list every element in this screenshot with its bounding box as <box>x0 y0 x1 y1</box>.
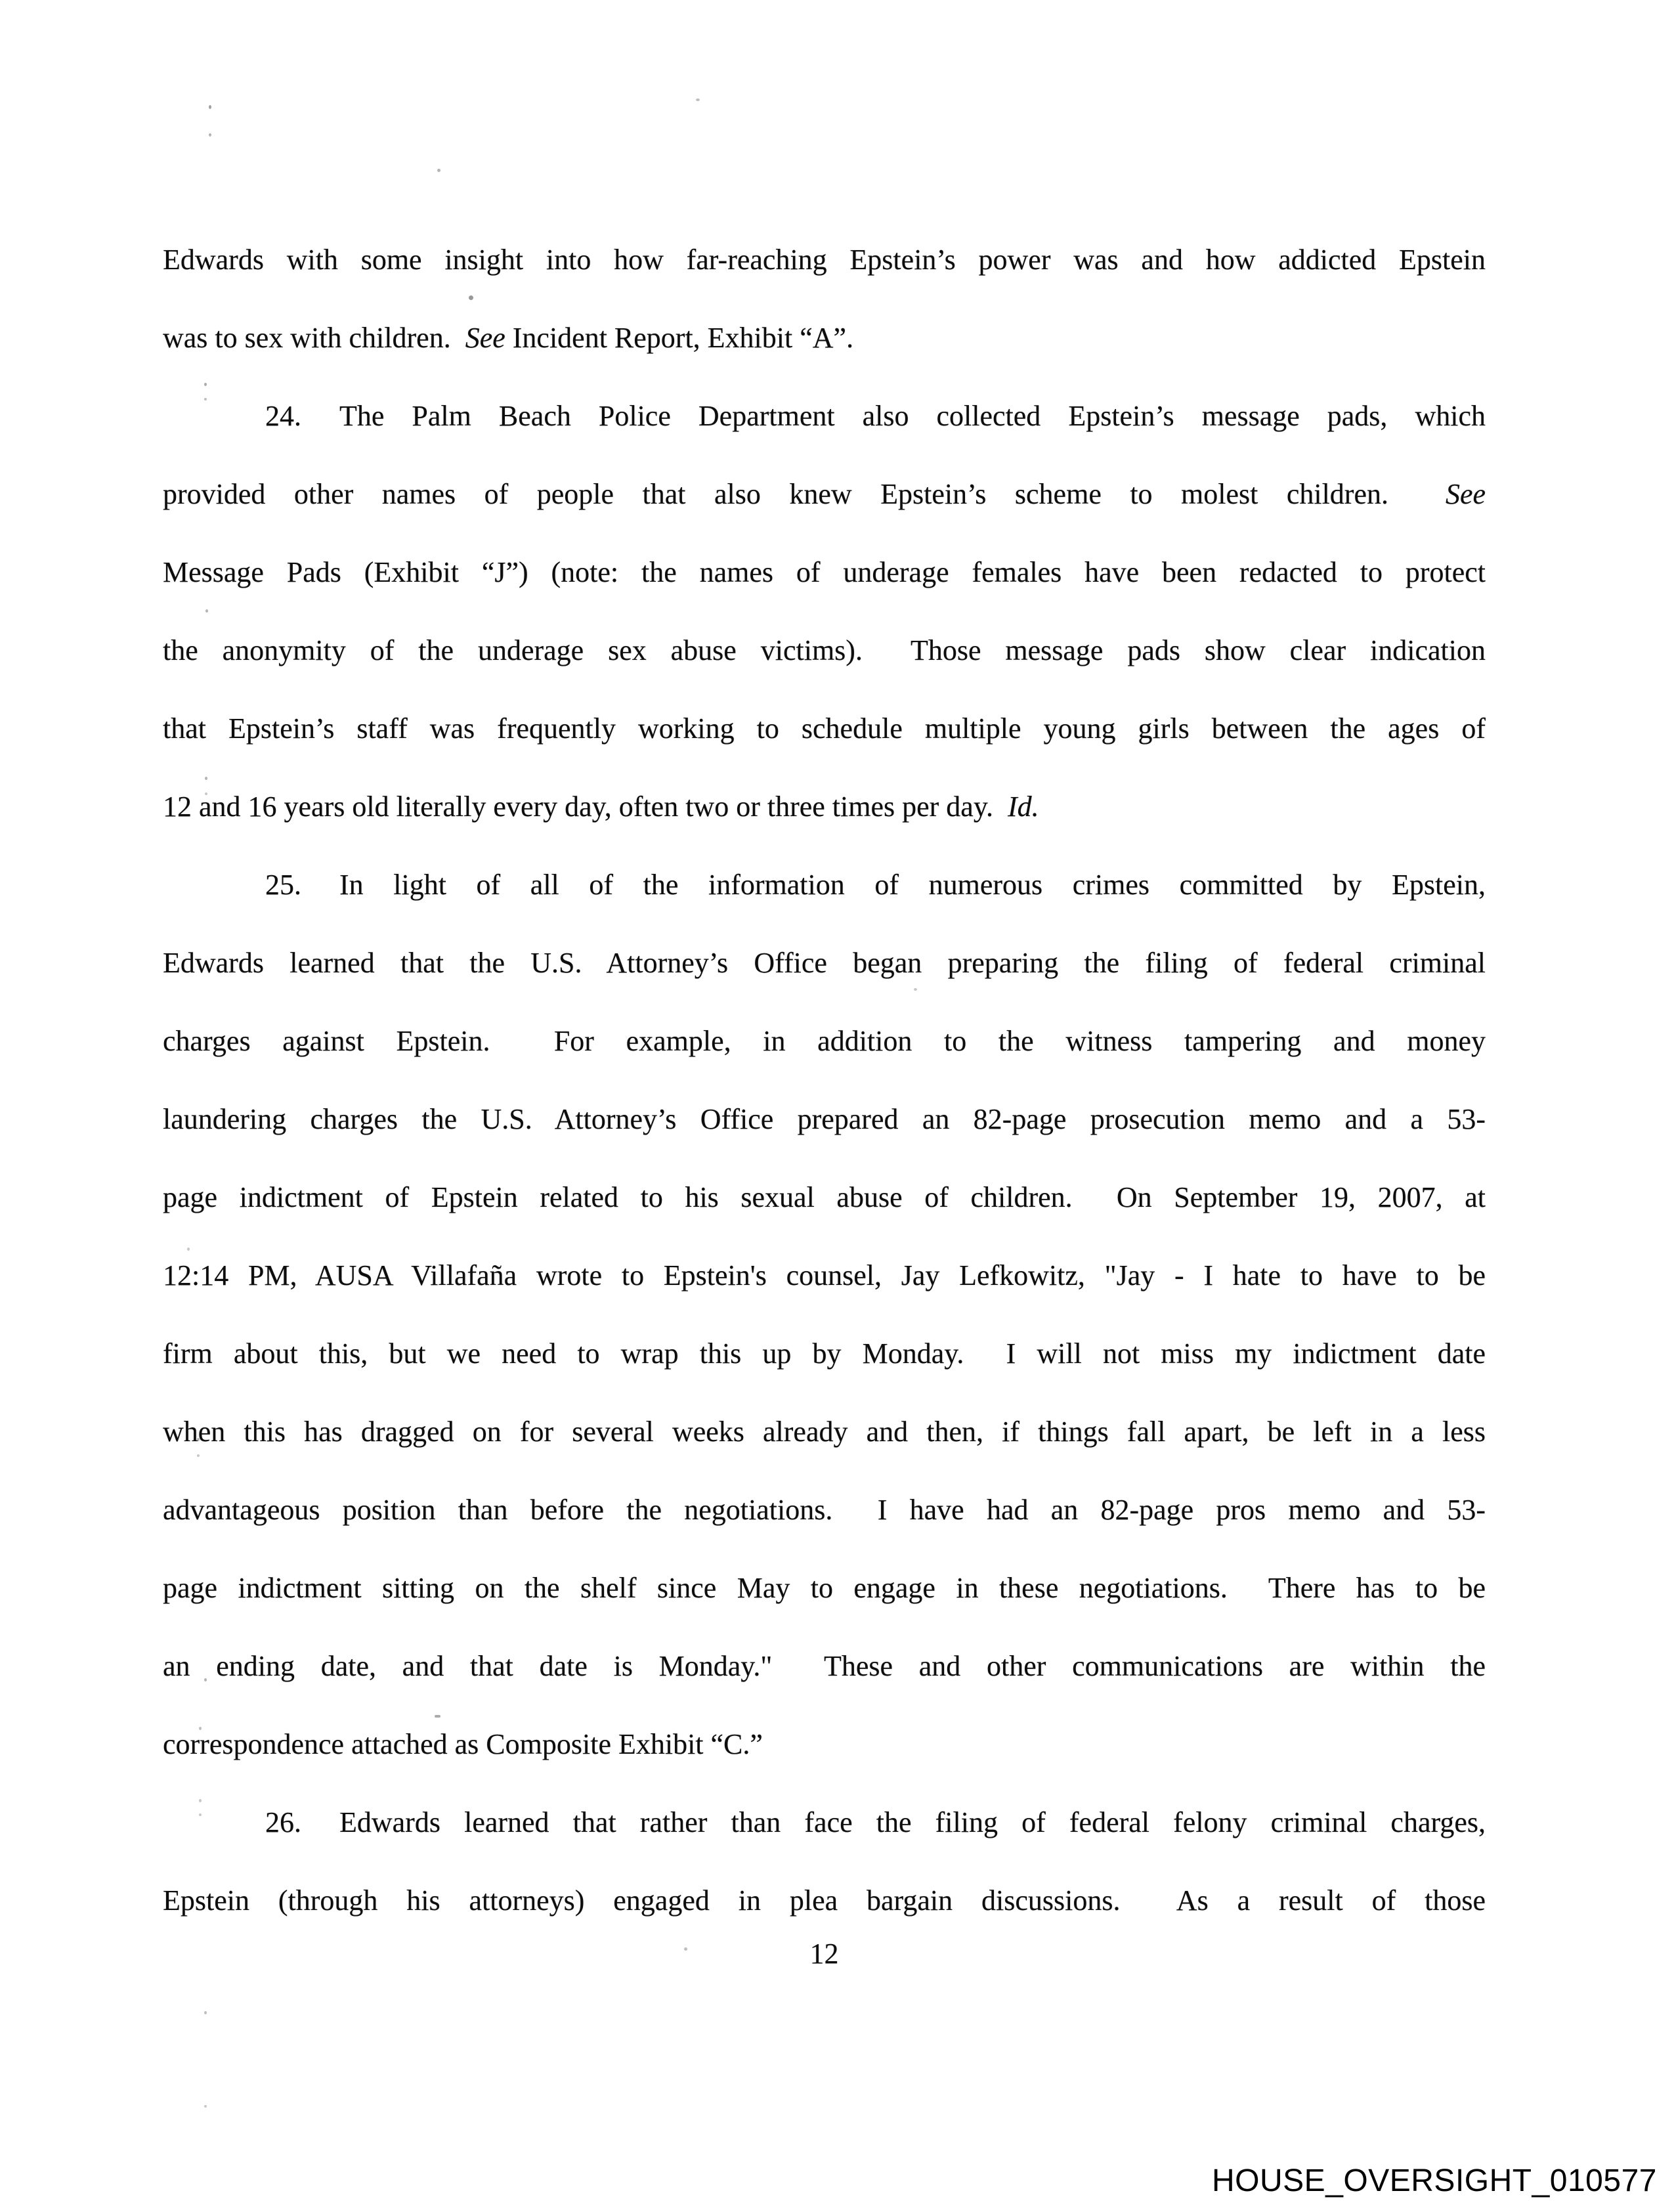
scan-speck <box>469 295 473 300</box>
text-line <box>163 611 1486 689</box>
scan-speck <box>199 1727 202 1730</box>
scan-speck <box>205 792 207 795</box>
text-segment: Incident Report, Exhibit “A”. <box>505 322 854 354</box>
text-line <box>163 221 1486 299</box>
text-segment: page indictment of Epstein related to his sexual abuse of children. On September 19, 2007, at <box>163 1181 1486 1213</box>
text-line <box>163 1158 1486 1236</box>
scan-speck <box>684 1947 687 1951</box>
text-line <box>163 1471 1486 1549</box>
italic-text: See <box>465 322 505 354</box>
page-number: 12 <box>809 1938 839 1970</box>
scan-speck <box>204 2105 207 2108</box>
text-line <box>163 1080 1486 1158</box>
text-segment: Edwards learned that the U.S. Attorney’s Office began preparing the filing of federal criminal <box>163 947 1486 979</box>
text-line <box>163 1861 1486 1940</box>
text-line <box>163 533 1486 611</box>
text-segment: Edwards with some insight into how far-reaching Epstein’s power was and how addicted Epstein <box>163 244 1486 276</box>
text-segment: Message Pads (Exhibit “J”) (note: the names of underage females have been redacted to protect <box>163 556 1486 588</box>
scan-speck <box>187 1247 190 1251</box>
scan-speck <box>696 98 700 101</box>
scan-speck <box>197 1438 200 1441</box>
text-segment: Epstein (through his attorneys) engaged in plea bargain discussions. As a result of those <box>163 1884 1486 1917</box>
text-segment: that Epstein’s staff was frequently working to schedule multiple young girls between the ages of <box>163 712 1486 745</box>
text-line <box>163 846 1486 924</box>
scan-speck <box>209 133 211 137</box>
text-line <box>163 1549 1486 1627</box>
scan-speck <box>204 2011 207 2014</box>
scan-speck <box>204 383 207 386</box>
scan-speck <box>199 1799 202 1802</box>
bates-stamp: HOUSE_OVERSIGHT_010577 <box>1212 2163 1657 2198</box>
text-line <box>163 768 1486 846</box>
text-segment: The Palm Beach Police Department also collected Epstein’s message pads, which <box>339 400 1486 432</box>
scan-speck <box>435 1715 440 1718</box>
text-line <box>163 924 1486 1002</box>
scan-speck <box>204 1678 207 1681</box>
text-segment: 25. <box>265 869 301 901</box>
text-segment: the anonymity of the underage sex abuse victims). Those message pads show clear indication <box>163 634 1486 666</box>
scan-speck <box>204 398 207 401</box>
text-segment: 12:14 PM, AUSA Villafaña wrote to Epstein's counsel, Jay Lefkowitz, "Jay - I hate to have to be <box>163 1259 1486 1291</box>
tab-space <box>163 1831 265 1832</box>
scan-speck <box>199 1813 202 1816</box>
text-line <box>163 377 1486 455</box>
text-segment: 24. <box>265 400 301 432</box>
text-line <box>163 455 1486 533</box>
text-line <box>163 1393 1486 1471</box>
scan-speck <box>205 609 208 613</box>
text-line <box>163 1705 1486 1783</box>
document-body <box>163 221 1486 1940</box>
scan-speck <box>205 777 207 780</box>
italic-text: See <box>1445 478 1486 510</box>
scan-speck <box>197 1454 200 1457</box>
text-segment: correspondence attached as Composite Exhibit “C.” <box>163 1728 763 1760</box>
tab-space <box>301 1831 339 1832</box>
text-segment: In light of all of the information of numerous crimes committed by Epstein, <box>339 869 1486 901</box>
scan-speck <box>437 169 440 172</box>
text-line <box>163 1783 1486 1861</box>
text-line <box>163 1314 1486 1393</box>
text-segment: page indictment sitting on the shelf since May to engage in these negotiations. There has to be <box>163 1572 1486 1604</box>
text-line <box>163 689 1486 768</box>
text-segment: provided other names of people that also knew Epstein’s scheme to molest children. <box>163 478 1446 510</box>
scan-speck <box>914 988 917 991</box>
text-segment: an ending date, and that date is Monday." These and other communications are within the <box>163 1650 1486 1682</box>
text-segment: 26. <box>265 1806 301 1838</box>
text-segment: Edwards learned that rather than face the filing of federal felony criminal charges, <box>339 1806 1486 1838</box>
text-line <box>163 1002 1486 1080</box>
text-segment: advantageous position than before the negotiations. I have had an 82-page pros memo and 53- <box>163 1494 1486 1526</box>
italic-text: Id. <box>1007 791 1039 823</box>
text-segment: laundering charges the U.S. Attorney’s Office prepared an 82-page prosecution memo and a 53- <box>163 1103 1486 1135</box>
text-line <box>163 1236 1486 1314</box>
text-segment: was to sex with children. <box>163 322 465 354</box>
text-segment: when this has dragged on for several weeks already and then, if things fall apart, be left in a less <box>163 1416 1486 1448</box>
text-segment: 12 and 16 years old literally every day, often two or three times per day. <box>163 791 1008 823</box>
text-line <box>163 1627 1486 1705</box>
text-segment: firm about this, but we need to wrap this up by Monday. I will not miss my indictment date <box>163 1337 1486 1370</box>
scan-speck <box>209 105 211 109</box>
text-line <box>163 299 1486 377</box>
text-segment: charges against Epstein. For example, in addition to the witness tampering and money <box>163 1025 1486 1057</box>
